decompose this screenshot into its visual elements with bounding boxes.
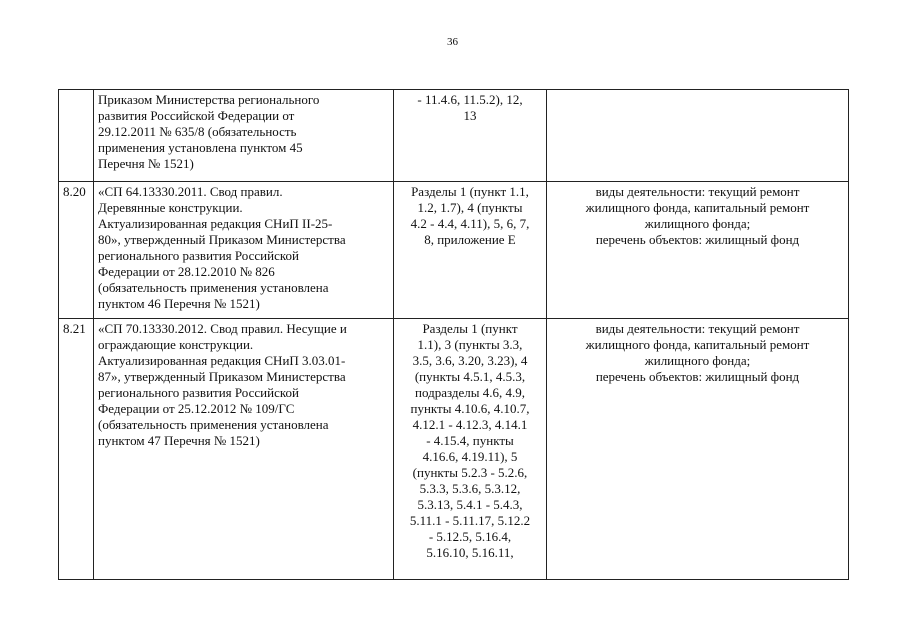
text-line: применения установлена пунктом 45 — [98, 140, 303, 155]
document-name-cell — [94, 319, 394, 580]
text-line: Перечня № 1521) — [98, 156, 194, 171]
text-line: Актуализированная редакция СНиП 3.03.01- — [98, 353, 346, 368]
text-line: 4.12.1 - 4.12.3, 4.14.1 — [412, 417, 528, 432]
text-line: Приказом Министерства регионального — [98, 92, 320, 107]
text-line: 87», утвержденный Приказом Министерства — [98, 369, 346, 384]
document-name-cell — [94, 90, 394, 182]
text-line: 3.5, 3.6, 3.20, 3.23), 4 — [412, 353, 528, 368]
text-line: перечень объектов: жилищный фонд — [595, 232, 800, 247]
text-line: 4.16.6, 4.19.11), 5 — [422, 449, 518, 464]
text-line: 29.12.2011 № 635/8 (обязательность — [98, 124, 297, 139]
page-number: 36 — [447, 36, 458, 48]
text-line: - 4.15.4, пункты — [426, 433, 514, 448]
text-line: Федерации от 25.12.2012 № 109/ГС — [98, 401, 295, 416]
text-line: регионального развития Российской — [98, 248, 299, 263]
text-line: Деревянные конструкции. — [98, 200, 243, 215]
text-line: 5.11.1 - 5.11.17, 5.12.2 — [409, 513, 531, 528]
text-line: жилищного фонда, капитальный ремонт — [585, 200, 810, 215]
text-line: - 11.4.6, 11.5.2), 12, — [417, 92, 523, 107]
text-line: виды деятельности: текущий ремонт — [595, 321, 800, 336]
text-line: «СП 70.13330.2012. Свод правил. Несущие и — [98, 321, 347, 336]
text-line: виды деятельности: текущий ремонт — [595, 184, 800, 199]
text-line: пункты 4.10.6, 4.10.7, — [410, 401, 530, 416]
text-line: 1.2, 1.7), 4 (пункты — [417, 200, 523, 215]
text-line: (пункты 5.2.3 - 5.2.6, — [412, 465, 528, 480]
text-line: развития Российской Федерации от — [98, 108, 295, 123]
table-row — [59, 319, 849, 580]
row-number: 8.20 — [59, 182, 94, 319]
text-line: ограждающие конструкции. — [98, 337, 254, 352]
sections-cell — [394, 319, 547, 580]
table-row — [59, 182, 849, 319]
text-line: пунктом 47 Перечня № 1521) — [98, 433, 260, 448]
text-line: 4.2 - 4.4, 4.11), 5, 6, 7, — [410, 216, 530, 231]
text-line: регионального развития Российской — [98, 385, 299, 400]
text-line: (обязательность применения установлена — [98, 280, 329, 295]
application-scope-cell — [547, 90, 849, 182]
text-line: 5.3.13, 5.4.1 - 5.4.3, — [417, 497, 523, 512]
text-line: жилищного фонда; — [644, 216, 751, 231]
sections-cell — [394, 182, 547, 319]
text-line: Разделы 1 (пункт 1.1, — [411, 184, 529, 199]
text-line: перечень объектов: жилищный фонд — [595, 369, 800, 384]
text-line: жилищного фонда; — [644, 353, 751, 368]
text-line: Актуализированная редакция СНиП II-25- — [98, 216, 333, 231]
text-line: 1.1), 3 (пункты 3.3, — [417, 337, 523, 352]
row-number: 8.21 — [59, 319, 94, 580]
text-line: (обязательность применения установлена — [98, 417, 329, 432]
text-line: (пункты 4.5.1, 4.5.3, — [414, 369, 526, 384]
text-line: 13 — [463, 108, 477, 123]
text-line: 80», утвержденный Приказом Министерства — [98, 232, 346, 247]
table-row — [59, 90, 849, 182]
standards-table — [58, 89, 849, 580]
text-line: 5.16.10, 5.16.11, — [426, 545, 514, 560]
application-scope-cell — [547, 319, 849, 580]
text-line: жилищного фонда, капитальный ремонт — [585, 337, 810, 352]
sections-cell — [394, 90, 547, 182]
document-name-cell — [94, 182, 394, 319]
text-line: Федерации от 28.12.2010 № 826 — [98, 264, 275, 279]
text-line: Разделы 1 (пункт — [422, 321, 518, 336]
text-line: 8, приложение Е — [424, 232, 516, 247]
text-line: 5.3.3, 5.3.6, 5.3.12, — [419, 481, 521, 496]
application-scope-cell — [547, 182, 849, 319]
text-line: - 5.12.5, 5.16.4, — [428, 529, 512, 544]
text-line: подразделы 4.6, 4.9, — [415, 385, 525, 400]
text-line: «СП 64.13330.2011. Свод правил. — [98, 184, 283, 199]
row-number — [59, 90, 94, 182]
text-line: пунктом 46 Перечня № 1521) — [98, 296, 260, 311]
